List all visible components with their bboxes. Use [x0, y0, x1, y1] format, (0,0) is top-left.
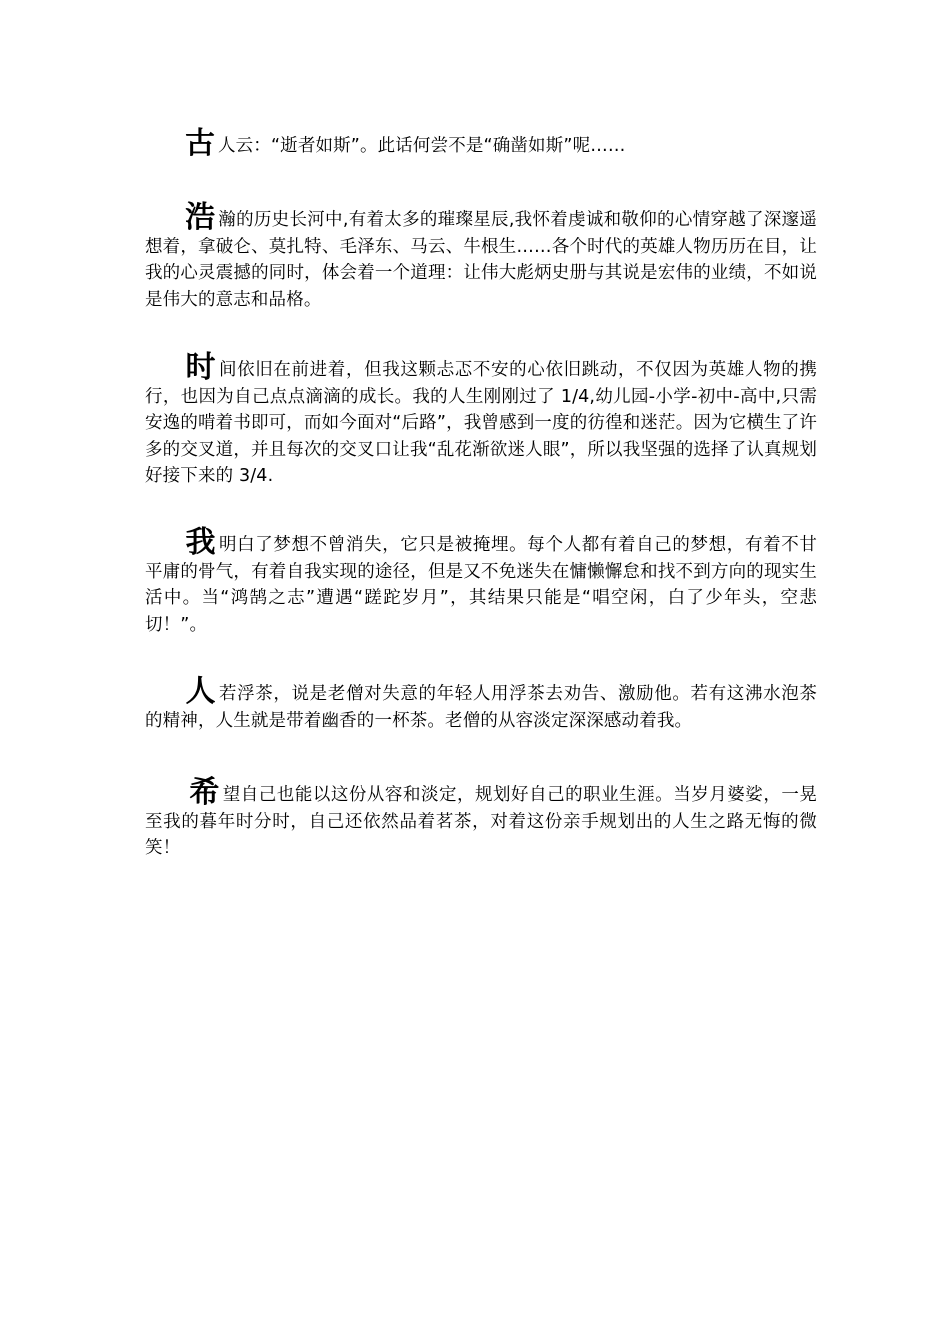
paragraph-text: 望自己也能以这份从容和淡定，规划好自己的职业生涯。当岁月婆娑，一晃至我的暮年时分时，自己还依然品着茗茶，对着这份亲手规划出的人生之路无悔的微笑！ [145, 785, 818, 858]
drop-cap-initial: 我 [185, 525, 216, 560]
drop-cap-initial: 时 [185, 350, 216, 385]
paragraph-text: 间依旧在前进着，但我这颗忐忑不安的心依旧跳动，不仅因为英雄人物的携行，也因为自己点点滴滴的成长。我的人生刚刚过了 1/4,幼儿园-小学-初中-高中,只需安逸的啃着书即可，而如今面对“后路”，我曾感到一度的彷徨和迷茫。因为它横生了许多的交叉道，并且每次的交叉口让我“乱花渐欲迷人眼”，所以我坚强的选择了认真规划好接下来的 3/4. [145, 360, 818, 486]
paragraph-6 [145, 775, 818, 862]
paragraph-text: 人云：“逝者如斯”。此话何尝不是“确凿如斯”呢…… [218, 136, 626, 156]
paragraph-4 [145, 525, 818, 638]
paragraph-5 [145, 674, 818, 734]
drop-cap-initial: 希 [189, 775, 220, 810]
paragraph-text: 瀚的历史长河中,有着太多的璀璨星辰,我怀着虔诚和敬仰的心情穿越了深邃遥想着，拿破仑、莫扎特、毛泽东、马云、牛根生……各个时代的英雄人物历历在目，让我的心灵震撼的同时，体会着一个道理：让伟大彪炳史册与其说是宏伟的业绩，不如说是伟大的意志和品格。 [145, 210, 818, 310]
drop-cap-initial: 人 [185, 674, 216, 709]
paragraph-text: 若浮茶，说是老僧对失意的年轻人用浮茶去劝告、激励他。若有这沸水泡茶的精神，人生就是带着幽香的一杯茶。老僧的从容淡定深深感动着我。 [145, 684, 818, 731]
drop-cap-initial: 古 [185, 126, 215, 161]
paragraph-3 [145, 350, 818, 490]
drop-cap-initial: 浩 [185, 200, 216, 235]
paragraph-1 [145, 126, 817, 161]
paragraph-text: 明白了梦想不曾消失，它只是被掩埋。每个人都有着自己的梦想，有着不甘平庸的骨气，有着自我实现的途径，但是又不免迷失在慵懒懈怠和找不到方向的现实生活中。当“鸿鹄之志”遭遇“蹉跎岁月”，其结果只能是“唱空闲，白了少年头，空悲切！”。 [145, 535, 818, 635]
paragraph-2 [145, 200, 818, 313]
